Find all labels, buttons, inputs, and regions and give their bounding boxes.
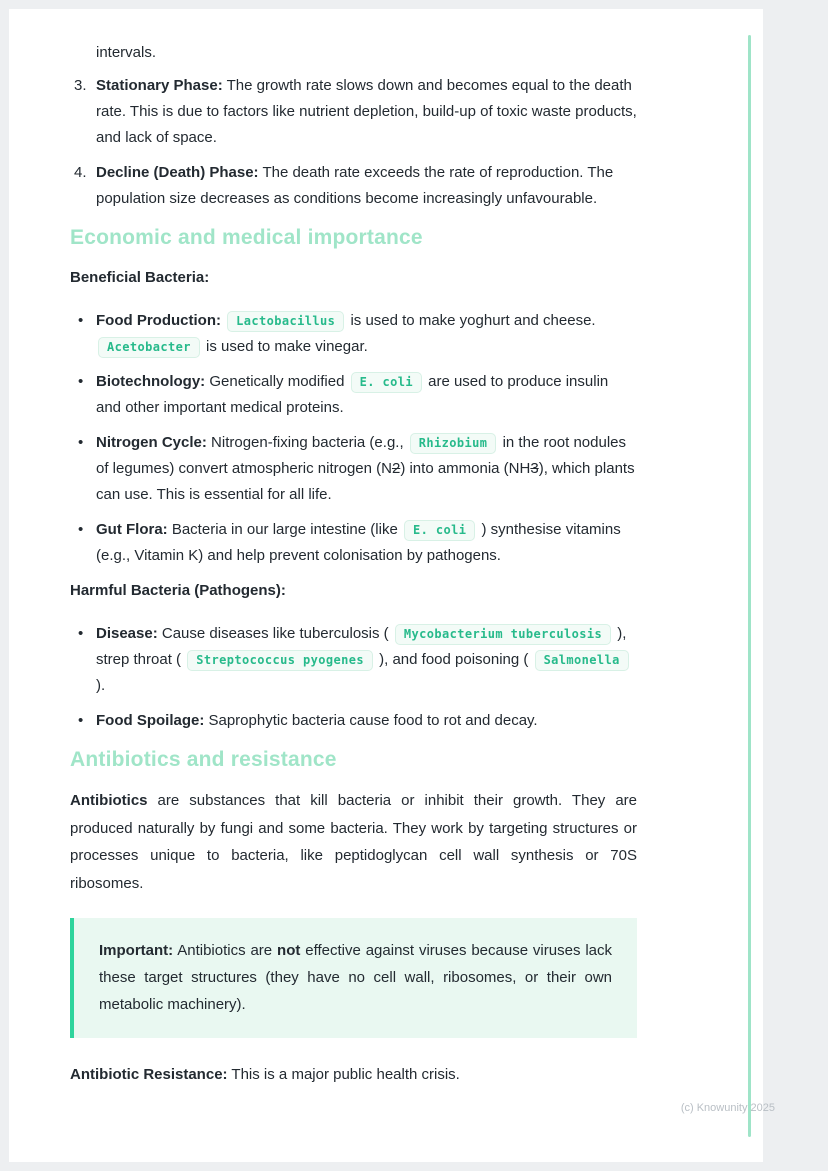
text-run: Gut Flora:: [96, 521, 168, 538]
section-heading: Antibiotics and resistance: [70, 748, 337, 771]
list-item-text: [96, 430, 637, 508]
text-run: effective against viruses because viruses lack these target structures (they have no cell wall, ribosomes, or their own metabolic machinery).: [99, 942, 612, 1013]
organism-code-chip: E. coli: [404, 520, 475, 541]
text-run: Beneficial Bacteria:: [70, 269, 210, 286]
list-number: 4.: [74, 164, 87, 181]
document-body: [70, 40, 637, 1087]
text-run: Decline (Death) Phase:: [96, 164, 259, 181]
list-item: [70, 708, 637, 734]
list-bullet: •: [78, 625, 84, 642]
text-run: not: [277, 942, 301, 959]
list-item-text: [96, 73, 637, 151]
paragraph: [70, 578, 637, 603]
text-run: Disease:: [96, 625, 158, 642]
text-run: Antibiotic Resistance:: [70, 1066, 228, 1083]
text-run: Genetically modified: [205, 373, 349, 390]
list-item-text: [96, 708, 637, 734]
page-accent-line: [748, 35, 751, 1137]
text-run: The death rate exceeds the rate of reproduction. The population size decreases as conditions become increasingly unfavourable.: [96, 164, 614, 207]
text-run: intervals.: [96, 44, 157, 61]
list-bullet: •: [78, 712, 84, 729]
paragraph: [70, 265, 637, 290]
organism-code-chip: Mycobacterium tuberculosis: [395, 624, 611, 645]
paper: [9, 9, 763, 1162]
list-bullet: •: [78, 312, 84, 329]
text-run: is used to make vinegar.: [201, 338, 368, 355]
organism-code-chip: Streptococcus pyogenes: [187, 650, 373, 671]
text-run: Important:: [99, 942, 174, 959]
text-run: ) synthesise vitamins (e.g., Vitamin K) and help prevent colonisation by pathogens.: [96, 521, 621, 564]
text-run: ), which plants can use. This is essential for all life.: [96, 460, 635, 503]
paragraph: [70, 1062, 637, 1087]
text-run: ).: [96, 677, 106, 694]
text-run: Food Spoilage:: [96, 712, 205, 729]
paragraph: [96, 40, 637, 65]
list-item: [70, 430, 637, 508]
list-item: [70, 308, 637, 360]
list-item-text: [96, 369, 637, 421]
text-run: Nitrogen Cycle:: [96, 434, 207, 451]
text-run: Stationary Phase:: [96, 77, 223, 94]
list-bullet: •: [78, 373, 84, 390]
text-run: Nitrogen-fixing bacteria (e.g.,: [206, 434, 408, 451]
text-run: 3: [530, 460, 539, 477]
text-run: Cause diseases like tuberculosis (: [157, 625, 393, 642]
text-run: Food Production:: [96, 312, 221, 329]
list-number: 3.: [74, 77, 87, 94]
list-bullet: •: [78, 434, 84, 451]
list-item: [70, 160, 637, 212]
organism-code-chip: Lactobacillus: [227, 311, 344, 332]
organism-code-chip: E. coli: [351, 372, 422, 393]
callout-text: [99, 937, 612, 1018]
text-run: This is a major public health crisis.: [227, 1066, 460, 1083]
text-run: are substances that kill bacteria or inhibit their growth. They are produced naturally by fungi and some bacteria. They work by targeting structures or processes unique to bacteria, like peptidoglycan cell wall synthesis or 70S ribosomes.: [70, 792, 637, 892]
list-item-text: [96, 517, 637, 569]
text-run: ), and food poisoning (: [374, 651, 533, 668]
list-item-text: [96, 621, 637, 699]
text-run: The growth rate slows down and becomes equal to the death rate. This is due to factors like nutrient depletion, build-up of toxic waste products, and lack of space.: [96, 77, 637, 146]
important-callout: [70, 918, 637, 1038]
text-run: Harmful Bacteria (Pathogens):: [70, 582, 286, 599]
copyright-watermark: (c) Knowunity 2025: [680, 1102, 775, 1114]
organism-code-chip: Acetobacter: [98, 337, 200, 358]
text-run: Saprophytic bacteria cause food to rot and decay.: [204, 712, 538, 729]
text-run: is used to make yoghurt and cheese.: [346, 312, 596, 329]
section-heading: Economic and medical importance: [70, 226, 423, 249]
text-run: in the root nodules of legumes) convert atmospheric nitrogen (N: [96, 434, 627, 477]
list-item: [70, 621, 637, 699]
text-run: Antibiotics are: [173, 942, 278, 959]
text-run: Bacteria in our large intestine (like: [167, 521, 402, 538]
text-run: ) into ammonia (NH: [400, 460, 531, 477]
list-item: [70, 517, 637, 569]
list-item: [70, 369, 637, 421]
list-item-text: [96, 160, 637, 212]
list-item-text: [96, 308, 637, 360]
organism-code-chip: Rhizobium: [410, 433, 497, 454]
list-bullet: •: [78, 521, 84, 538]
text-run: ), strep throat (: [96, 625, 627, 668]
text-run: are used to produce insulin and other important medical proteins.: [96, 373, 609, 416]
text-run: 2: [391, 460, 401, 477]
list-item: [70, 73, 637, 151]
text-run: Antibiotics: [70, 792, 148, 809]
text-run: Biotechnology:: [96, 373, 206, 390]
paragraph: [70, 787, 637, 897]
organism-code-chip: Salmonella: [535, 650, 629, 671]
text-run: [221, 312, 225, 329]
